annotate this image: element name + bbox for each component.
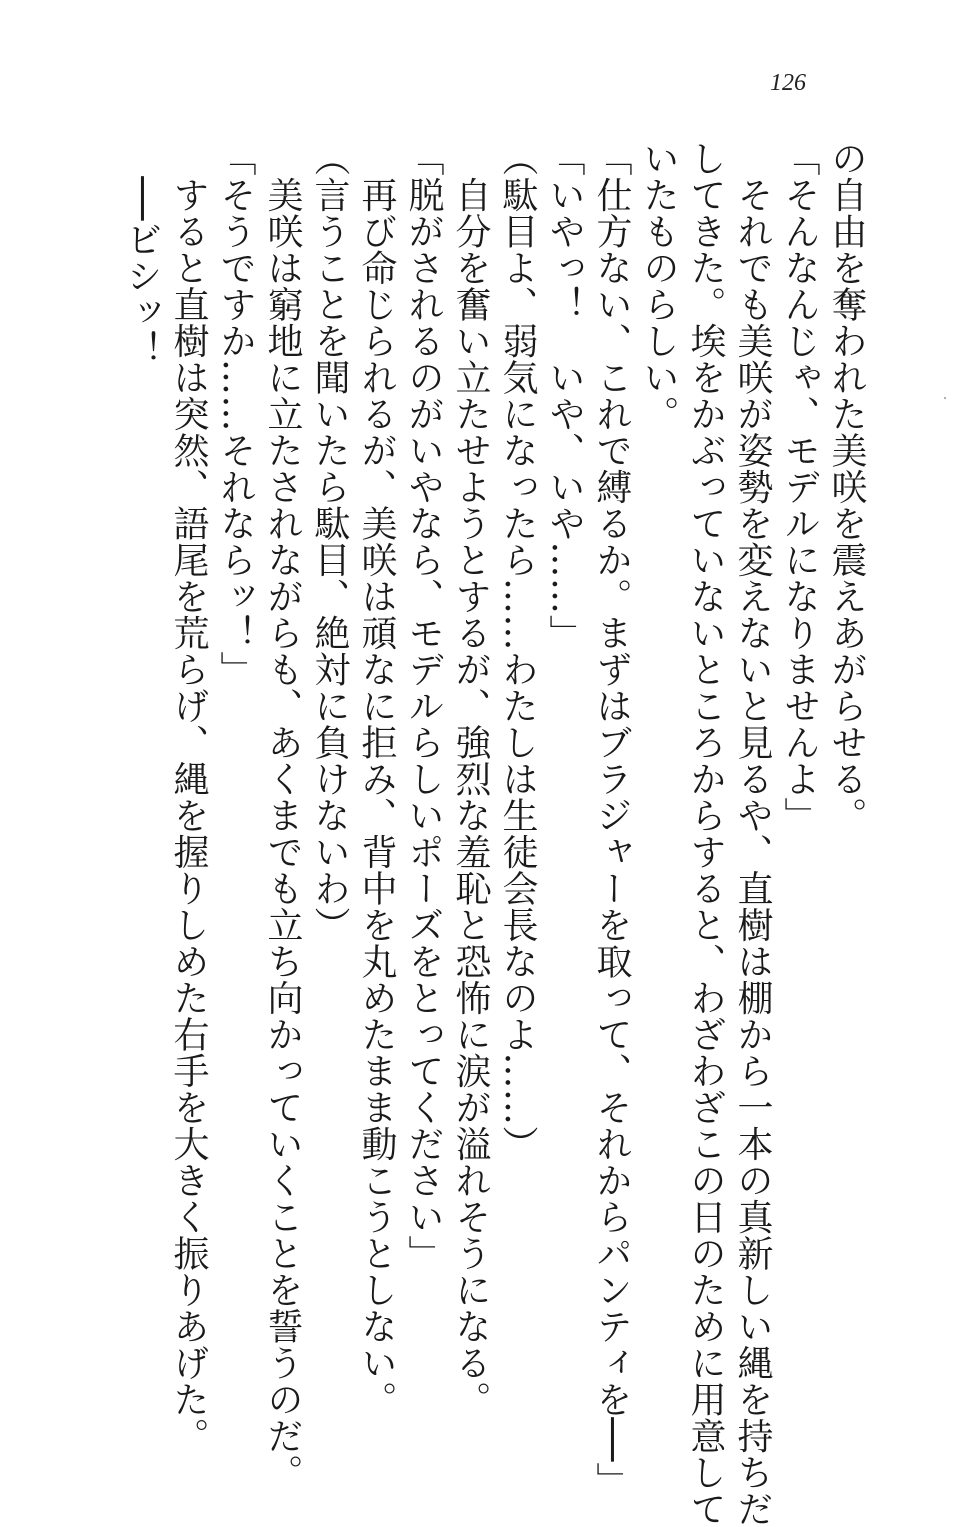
text-line: 美咲は窮地に立たされながらも、あくまでも立ち向かっていくことを誓うのだ。: [262, 140, 303, 1491]
text-line: の自由を奪われた美咲を震えあがらせる。: [826, 140, 867, 834]
page-number: 126: [770, 70, 806, 96]
text-line: いたものらしい。: [638, 140, 679, 432]
text-line: 「仕方ない、これで縛るか。まずはブラジャーを取って、それからパンティを──」: [591, 140, 632, 1499]
text-line: ──ビシッ！: [121, 140, 162, 367]
text-line: （駄目よ、弱気になったら……わたしは生徒会長なのよ……）: [497, 140, 538, 1162]
text-line: 「そうですか……それならッ！」: [215, 140, 256, 688]
text-line: してきた。埃をかぶっていないところからすると、わざわざこの日のために用意して: [685, 140, 726, 1527]
text-line: それでも美咲が姿勢を変えないと見るや、直樹は棚から一本の真新しい縄を持ちだ: [732, 140, 773, 1527]
text-line: 再び命じられるが、美咲は頑なに拒み、背中を丸めたまま動こうとしない。: [356, 140, 397, 1418]
text-line: 「脱がされるのがいやなら、モデルらしいポーズをとってください」: [403, 140, 444, 1272]
text-line: 「そんなんじゃ、モデルになりませんよ」: [779, 140, 820, 834]
novel-text-body: [110, 140, 870, 1527]
text-line: （言うことを聞いたら駄目、絶対に負けないわ）: [309, 140, 350, 943]
text-line: すると直樹は突然、語尾を荒らげ、縄を握りしめた右手を大きく振りあげた。: [168, 140, 209, 1454]
text-line: 「いやっ！ いや、いや……」: [544, 140, 585, 651]
margin-dot: [944, 397, 946, 399]
text-line: 自分を奮い立たせようとするが、強烈な羞恥と恐怖に涙が溢れそうになる。: [450, 140, 491, 1418]
